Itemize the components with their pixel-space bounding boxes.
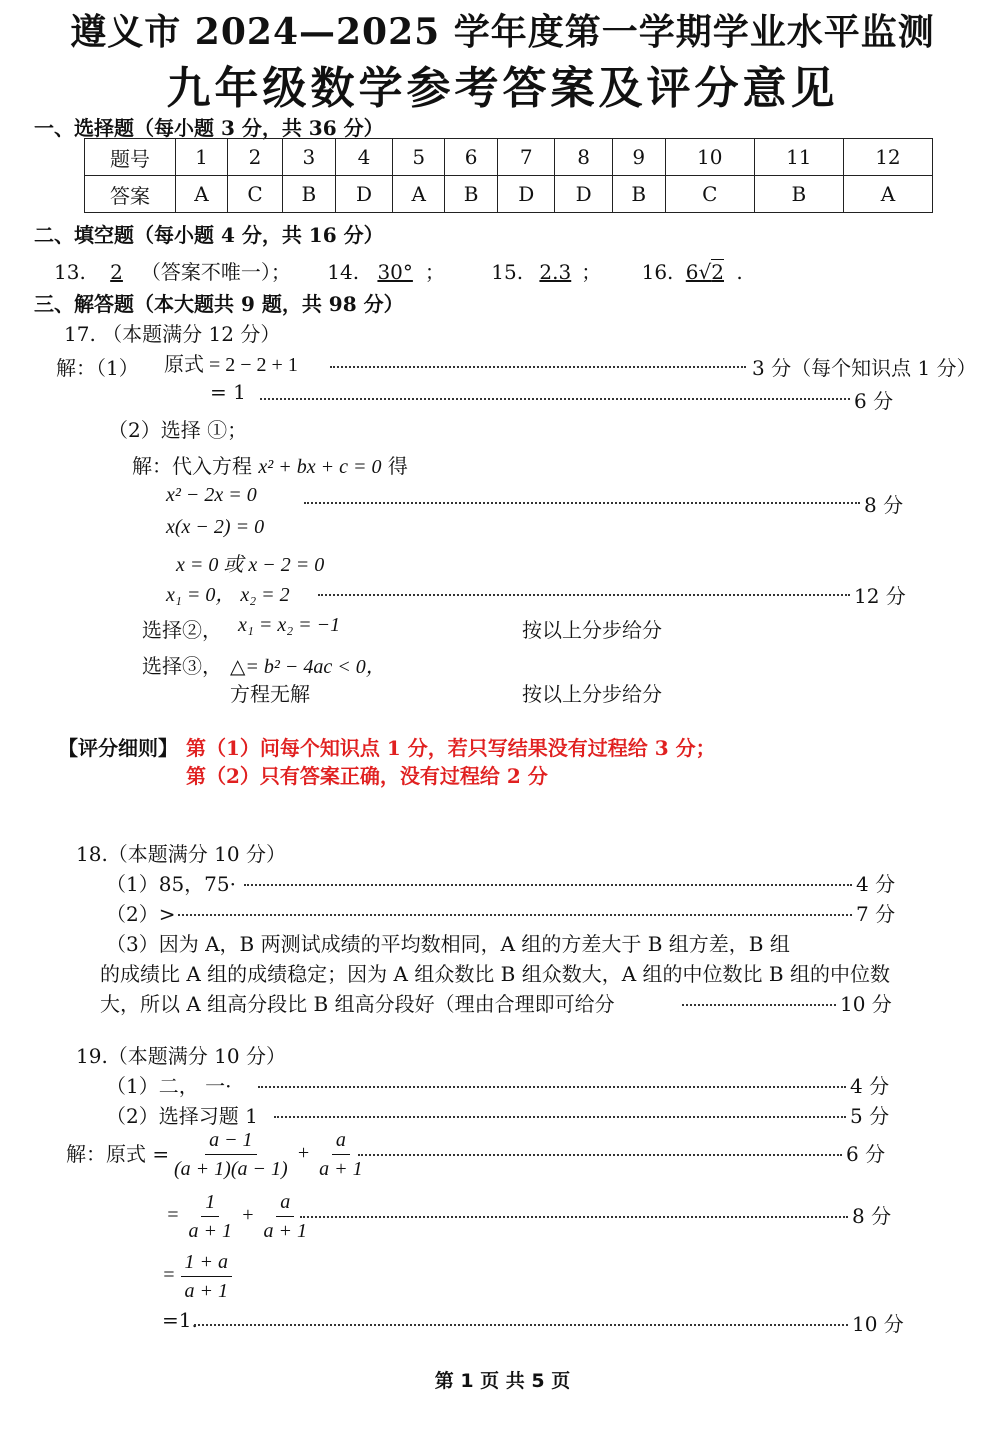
table-cell: 6 [445,139,498,176]
rubric-line-1: 第（1）问每个知识点 1 分，若只写结果没有过程给 3 分； [186,736,716,760]
fraction [170,1126,292,1183]
table-cell: 4 [335,139,392,176]
q19-answer-1: （1）二， 一· [106,1074,232,1098]
q18-answer-2-score: 7 分 [856,902,896,926]
fraction [181,1248,233,1305]
leader-dots [330,366,746,368]
numerator: 1 [201,1188,219,1217]
q17-header: 17. （本题满分 12 分） [64,322,281,346]
leader-dots [178,914,852,916]
q17-line5: x(x − 2) = 0 [166,516,265,538]
table-cell: A [393,176,445,213]
table-cell: D [555,176,612,213]
q17-choice2: 选择②， [142,618,222,642]
denominator: a + 1 [319,1158,363,1180]
table-cell: 12 [843,139,932,176]
q18-answer-3-line3: 大，所以 A 组高分段比 B 组高分段好（理由合理即可给分 [100,992,615,1016]
table-cell: 9 [612,139,665,176]
q17-intro-end: 得 [387,454,408,478]
leader-dots [300,1216,848,1218]
plus-sign: + [296,1142,311,1165]
section-2-title: 二、填空题（每小题 4 分，共 16 分） [34,223,384,247]
fill-answers [54,256,743,285]
q15-number: 15. [491,260,524,284]
q19-step2 [166,1188,311,1245]
plus-sign: + [241,1204,255,1227]
q16-number: 16. [641,260,674,284]
q14-sep: ； [424,260,445,284]
q17-choice3: 选择③， [142,654,222,678]
q13-answer: 2 [110,260,123,284]
q17-choice3-eq: △= b² − 4ac < 0， [230,656,386,678]
table-cell: 10 [665,139,754,176]
q19-jie: 解：原式 = [66,1142,170,1166]
row-label: 题号 [85,139,176,176]
leader-dots [682,1004,836,1006]
q19-step2-score: 8 分 [852,1204,892,1228]
table-cell: B [754,176,843,213]
table-cell: A [843,176,932,213]
leader-dots [258,1086,846,1088]
table-cell: 8 [555,139,612,176]
q19-answer-1-score: 4 分 [850,1074,890,1098]
denominator: (a + 1)(a − 1) [174,1158,288,1180]
table-cell: A [176,176,228,213]
q16-coef: 6 [685,260,699,284]
equals-sign: = [162,1264,176,1287]
q17-jie: 解：（1） [56,356,139,380]
q19-answer-2-score: 5 分 [850,1104,890,1128]
numerator: a [332,1126,350,1155]
q19-step3 [162,1248,232,1305]
q17-choice2-eq: x₁ = x₂ = −1 [238,614,341,636]
table-cell: 1 [176,139,228,176]
table-cell: C [665,176,754,213]
q18-answer-3-score: 10 分 [840,992,892,1016]
q15-answer: 2.3 [539,260,572,284]
q17-line4: x² − 2x = 0 [166,484,257,506]
q15-sep: ； [581,260,602,284]
q18-answer-2: （2）> [106,902,176,926]
leader-dots [244,884,852,886]
q17-line6: x = 0 或 x − 2 = 0 [176,554,325,576]
leader-dots [260,398,850,400]
table-cell: B [282,176,335,213]
leader-dots [194,1324,848,1326]
doc-title: 遵义市 2024—2025 学年度第一学期学业水平监测 [70,11,935,53]
fraction [185,1188,237,1245]
rubric-label: 【评分细则】 [58,736,178,760]
q17-line2-score: 6 分 [854,389,894,413]
q17-equation: x² + bx + c = 0 [258,456,382,478]
page-number: 第 1 页 共 5 页 [434,1370,571,1392]
q19-header: 19.（本题满分 10 分） [76,1044,286,1068]
table-cell: 5 [393,139,445,176]
q17-choice3-note: 按以上分步给分 [522,682,662,706]
leader-dots [274,1116,846,1118]
equals-sign: = [166,1204,180,1227]
q13-number: 13. [54,260,86,284]
denominator: a + 1 [188,1220,232,1242]
q19-answer-2: （2）选择习题 1 [106,1104,258,1128]
leader-dots [318,594,850,596]
q17-sub-intro [132,450,408,479]
q18-answer-3-line2: 的成绩比 A 组的成绩稳定；因为 A 组众数比 B 组众数大，A 组的中位数比 B 组的中位数 [100,962,890,986]
table-row-answers [85,176,933,213]
q13-note: （答案不唯一）； [140,260,291,284]
q19-final: =1. [162,1308,198,1332]
denominator: a + 1 [184,1280,228,1302]
table-cell: 7 [498,139,555,176]
q17-part2: （2）选择 ①； [108,418,248,442]
numerator: a − 1 [205,1126,257,1155]
q19-step1-score: 6 分 [846,1142,886,1166]
table-cell: D [335,176,392,213]
q16-answer: 6√2 [685,260,724,284]
q17-line2: = 1 [210,380,246,404]
answer-table [84,138,933,213]
q17-line4-score: 8 分 [864,493,904,517]
table-cell: D [498,176,555,213]
table-cell: 11 [754,139,843,176]
numerator: a [276,1188,294,1217]
leader-dots [358,1154,842,1156]
q16-radicand: 2 [711,260,724,284]
table-cell: B [612,176,665,213]
doc-subtitle: 九年级数学参考答案及评分意见 [166,63,839,114]
q17-intro-text: 解：代入方程 [132,454,252,478]
q17-line7-score: 12 分 [854,584,906,608]
q18-answer-1-score: 4 分 [856,872,896,896]
q17-line1-score: 3 分（每个知识点 1 分） [752,356,977,380]
q17-choice3-text: 方程无解 [230,682,310,706]
q18-answer-3-line1: （3）因为 A，B 两测试成绩的平均数相同，A 组的方差大于 B 组方差，B 组 [106,932,790,956]
q17-choice2-note: 按以上分步给分 [522,618,662,642]
table-cell: 3 [282,139,335,176]
q18-answer-1: （1）85，75· [106,872,236,896]
denominator: a + 1 [263,1220,307,1242]
q19-step1 [170,1126,367,1183]
q16-end: . [736,260,743,284]
q17-line7: x₁ = 0， x₂ = 2 [166,584,290,606]
q18-header: 18.（本题满分 10 分） [76,842,286,866]
q14-number: 14. [327,260,360,284]
section-3-title: 三、解答题（本大题共 9 题，共 98 分） [34,292,404,316]
q17-line1: 原式 = 2 − 2 + 1 [164,354,298,376]
table-cell: C [228,176,283,213]
row-label: 答案 [85,176,176,213]
section-1-title: 一、选择题（每小题 3 分，共 36 分） [34,116,384,140]
table-cell: 2 [228,139,283,176]
leader-dots [304,502,860,504]
numerator: 1 + a [181,1248,233,1277]
table-cell: B [445,176,498,213]
q19-final-score: 10 分 [852,1312,904,1336]
q14-answer: 30° [377,260,413,284]
table-row-numbers [85,139,933,176]
rubric-line-2: 第（2）只有答案正确，没有过程给 2 分 [186,764,548,788]
